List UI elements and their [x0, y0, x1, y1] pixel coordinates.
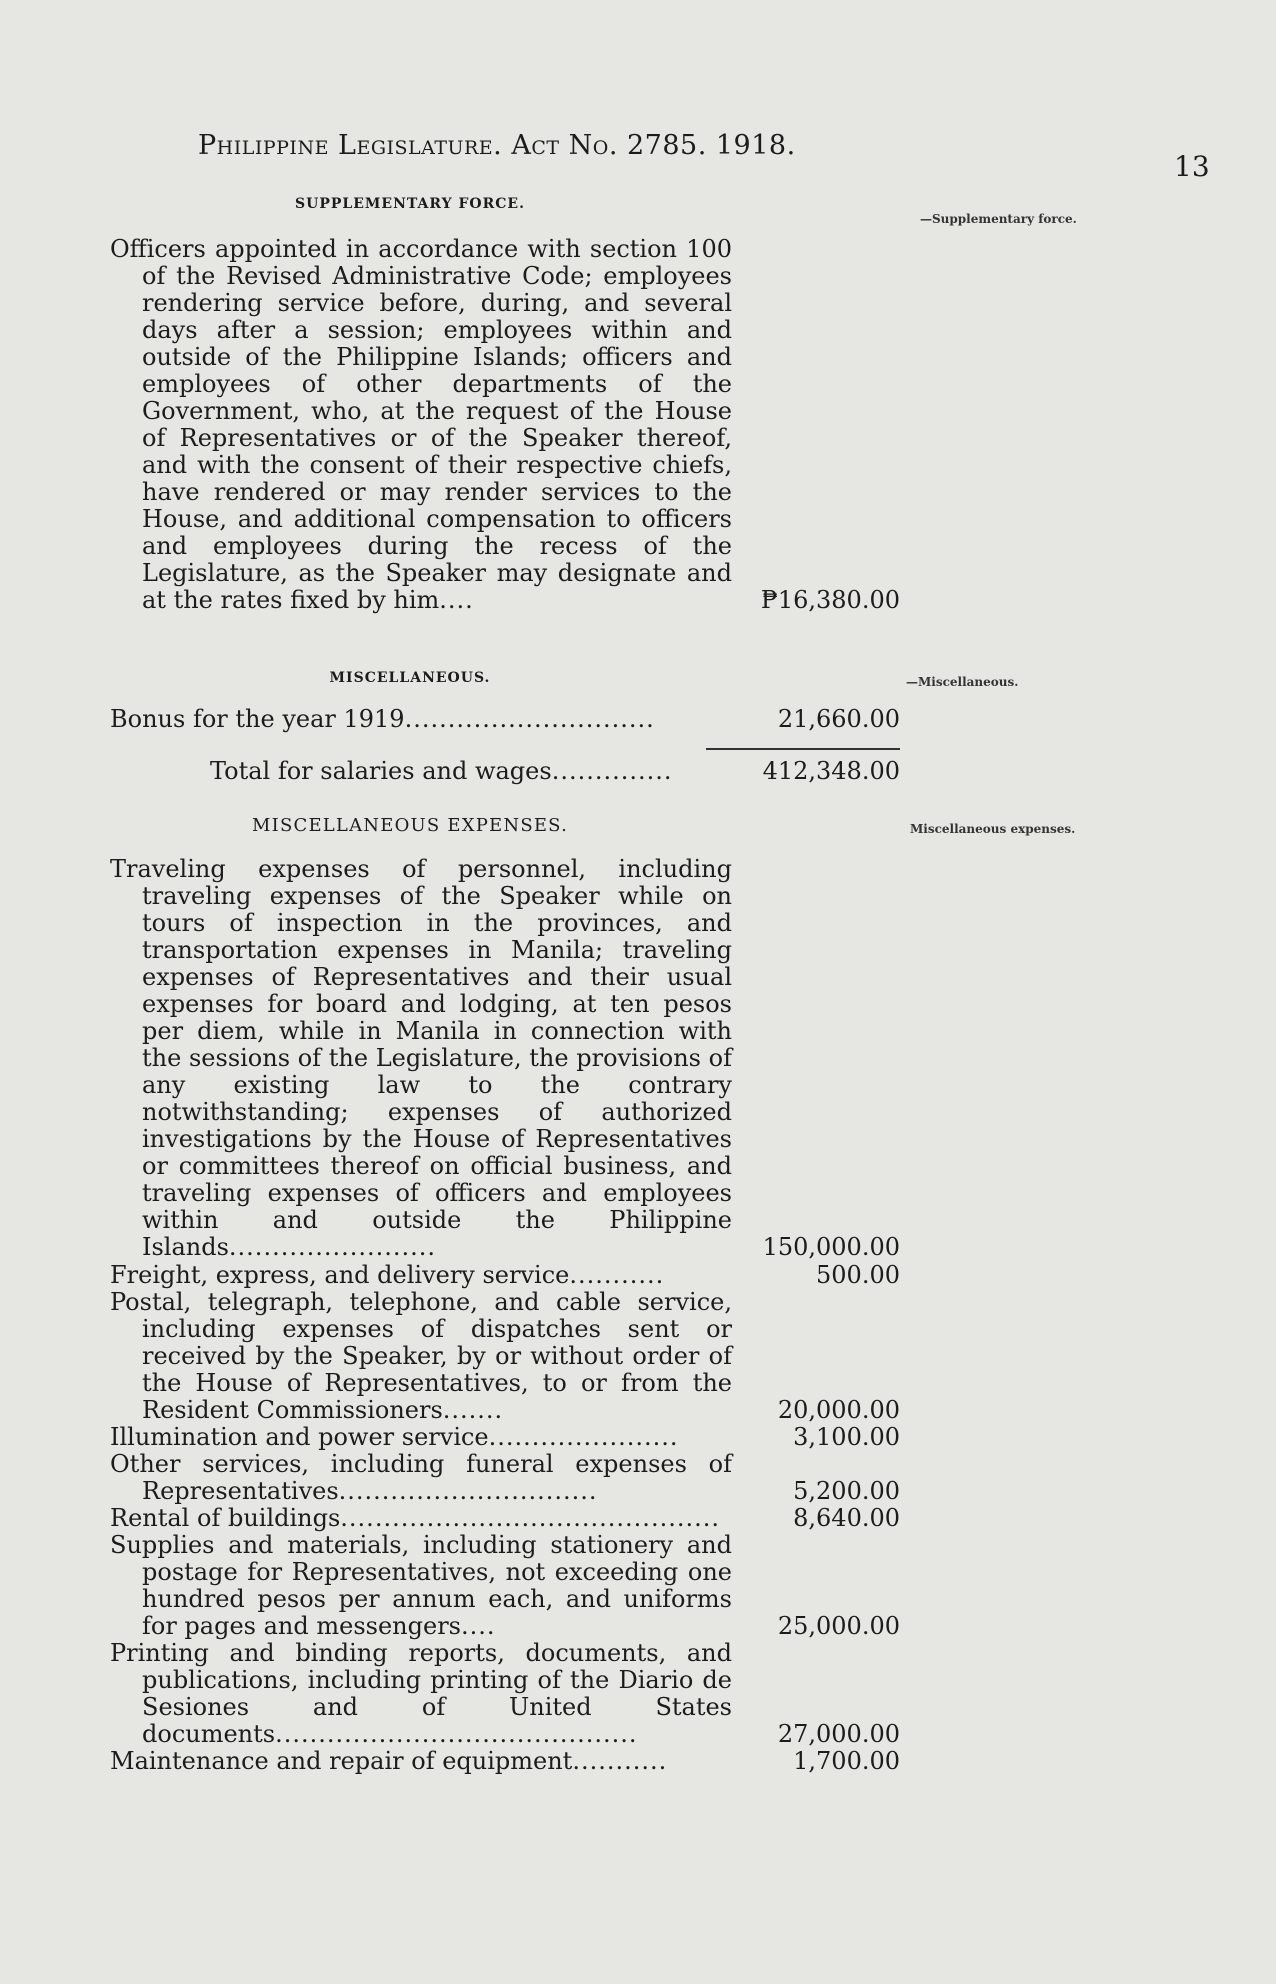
- entry-description: Other services, including funeral expenses of Representatives: [110, 1450, 732, 1505]
- entry-bonus: Bonus for the year 1919............................. 21,660.00: [110, 705, 900, 733]
- entry-amount: 21,660.00: [777, 705, 900, 733]
- entry-amount: 150,000.00: [762, 1233, 900, 1261]
- section-heading-miscellaneous: MISCELLANEOUS.: [329, 670, 491, 686]
- entry-amount: 25,000.00: [777, 1612, 900, 1640]
- entry-freight: Freight, express, and delivery service........... 500.00: [110, 1261, 900, 1289]
- total-amount: 412,348.00: [762, 757, 900, 785]
- entry-printing: Printing and binding reports, documents, and publications, including printing of the Diario de Sesiones and of United States documents.......................................... 27,000.00: [110, 1639, 900, 1748]
- total-label: Total for salaries and wages: [210, 757, 552, 785]
- entry-description: Printing and binding reports, documents, and publications, including printing of the Diario de Sesiones and of United States documents: [110, 1639, 732, 1748]
- entry-supplementary-force: Officers appointed in accordance with section 100 of the Revised Administrative Code; employees rendering service before, during, and several days after a session; employees within and outside of the Philippine Islands; officers and employees of other departments of the Government, who, at the request of the House of Representatives or of the Speaker thereof, and with the consent of their respective chiefs, have rendered or may render services to the House, and additional compensation to officers and employees during the recess of the Legislature, as the Speaker may designate and at the rates fixed by him.... ₱16,380.00: [110, 235, 900, 614]
- entry-maintenance: Maintenance and repair of equipment........... 1,700.00: [110, 1747, 900, 1775]
- margin-note-misc-expenses: Miscellaneous expenses.: [910, 822, 1076, 836]
- entry-description: Bonus for the year 1919: [110, 705, 405, 733]
- entry-description: Freight, express, and delivery service: [110, 1261, 570, 1289]
- entry-amount: 1,700.00: [793, 1747, 900, 1775]
- entry-amount: 500.00: [816, 1261, 900, 1289]
- entry-amount: 8,640.00: [793, 1504, 900, 1532]
- entry-amount: 3,100.00: [793, 1423, 900, 1451]
- entry-description: Traveling expenses of personnel, including traveling expenses of the Speaker while on tours of inspection in the provinces, and transportation expenses in Manila; traveling expenses of Representatives and their usual expenses for board and lodging, at ten pesos per diem, while in Manila in connection with the sessions of the Legislature, the provisions of any existing law to the contrary notwithstanding; expenses of authorized investigations by the House of Representatives or committees thereof on official business, and traveling expenses of officers and employees within and outside the Philippine Islands: [110, 855, 732, 1261]
- section-heading-misc-expenses: MISCELLANEOUS EXPENSES.: [252, 815, 568, 836]
- entry-description: Supplies and materials, including stationery and postage for Representatives, not exceeding one hundred pesos per annum each, and uniforms for pages and messengers: [110, 1531, 732, 1640]
- entry-description: Postal, telegraph, telephone, and cable service, including expenses of dispatches sent or received by the Speaker, by or without order of the House of Representatives, to or from the Resident Commissioners: [110, 1288, 732, 1424]
- entry-amount: ₱16,380.00: [760, 586, 900, 614]
- entry-description: Officers appointed in accordance with section 100 of the Revised Administrative Code; employees rendering service before, during, and several days after a session; employees within and outside of the Philippine Islands; officers and employees of other departments of the Government, who, at the request of the House of Representatives or of the Speaker thereof, and with the consent of their respective chiefs, have rendered or may render services to the House, and additional compensation to officers and employees during the recess of the Legislature, as the Speaker may designate and at the rates fixed by him: [110, 235, 732, 614]
- entry-description: Rental of buildings: [110, 1504, 341, 1532]
- entry-description: Illumination and power service: [110, 1423, 489, 1451]
- entry-other-services: Other services, including funeral expenses of Representatives.............................. 5,200.00: [110, 1450, 900, 1505]
- entry-illumination: Illumination and power service...................... 3,100.00: [110, 1423, 900, 1451]
- entry-supplies: Supplies and materials, including stationery and postage for Representatives, not exceeding one hundred pesos per annum each, and uniforms for pages and messengers.... 25,000.00: [110, 1531, 900, 1640]
- total-salaries-wages: Total for salaries and wages.............. 412,348.00: [210, 757, 900, 785]
- entry-postal: Postal, telegraph, telephone, and cable service, including expenses of dispatches sent or received by the Speaker, by or without order of the House of Representatives, to or from the Resident Commissioners....... 20,000.00: [110, 1288, 900, 1424]
- section-heading-supplementary: SUPPLEMENTARY FORCE.: [295, 196, 525, 212]
- margin-note-supplementary: —Supplementary force.: [920, 212, 1077, 226]
- entry-amount: 27,000.00: [777, 1720, 900, 1748]
- entry-amount: 5,200.00: [793, 1477, 900, 1505]
- margin-note-miscellaneous: —Miscellaneous.: [906, 675, 1019, 689]
- total-rule: [706, 748, 900, 750]
- page-number: 13: [1174, 150, 1210, 183]
- entry-traveling-expenses: Traveling expenses of personnel, including traveling expenses of the Speaker while on tours of inspection in the provinces, and transportation expenses in Manila; traveling expenses of Representatives and their usual expenses for board and lodging, at ten pesos per diem, while in Manila in connection with the sessions of the Legislature, the provisions of any existing law to the contrary notwithstanding; expenses of authorized investigations by the House of Representatives or committees thereof on official business, and traveling expenses of officers and employees within and outside the Philippine Islands........................ 150,000.00: [110, 855, 900, 1261]
- entry-rental: Rental of buildings............................................ 8,640.00: [110, 1504, 900, 1532]
- entry-amount: 20,000.00: [777, 1396, 900, 1424]
- entry-description: Maintenance and repair of equipment: [110, 1747, 573, 1775]
- running-head: Philippine Legislature. Act No. 2785. 1918.: [198, 130, 796, 161]
